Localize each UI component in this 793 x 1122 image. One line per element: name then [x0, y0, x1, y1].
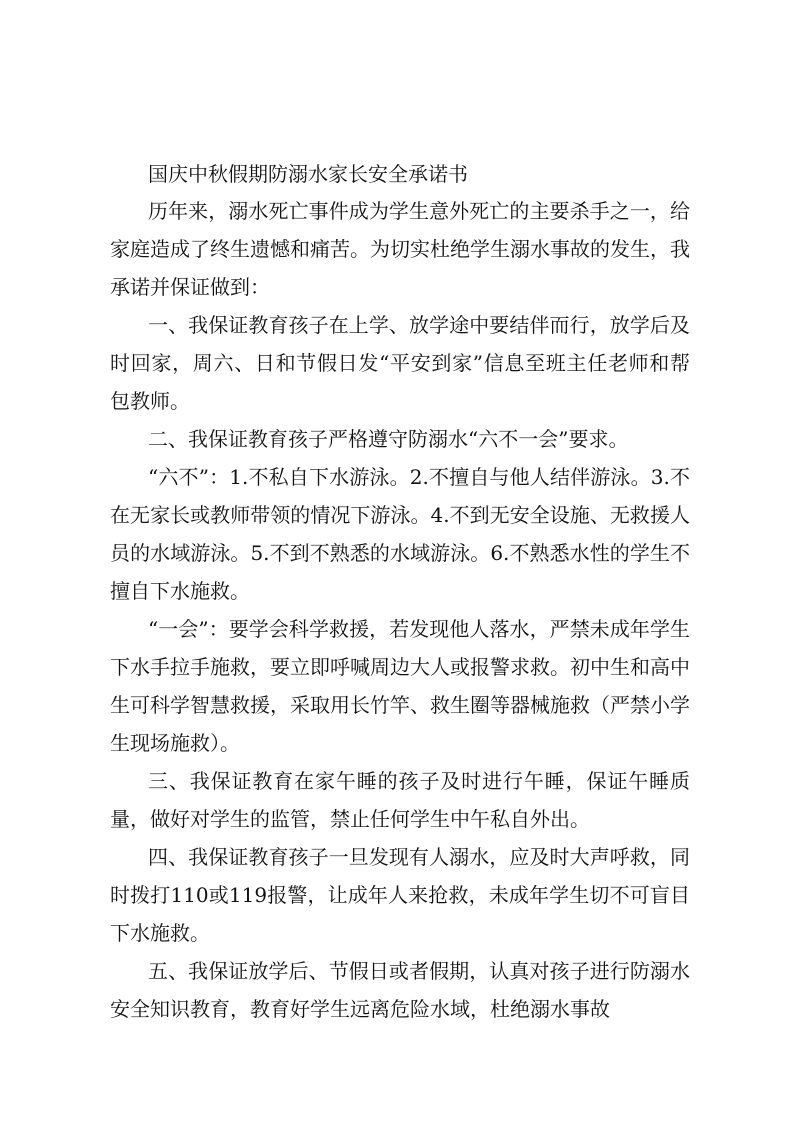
paragraph-intro: 历年来，溺水死亡事件成为学生意外死亡的主要杀手之一，给家庭造成了终生遗憾和痛苦。为切实杜绝学生溺水事故的发生，我承诺并保证做到：: [110, 199, 690, 299]
document-title: 国庆中秋假期防溺水家长安全承诺书: [148, 162, 468, 186]
paragraph-item-1: 一、我保证教育孩子在上学、放学途中要结伴而行，放学后及时回家，周六、日和节假日发“平安到家”信息至班主任老师和帮包教师。: [110, 313, 690, 413]
paragraph-six-nots: “六不”：1.不私自下水游泳。2.不擅自与他人结伴游泳。3.不在无家长或教师带领的情况下游泳。4.不到无安全设施、无救援人员的水域游泳。5.不到不熟悉的水域游泳。6.不熟悉水性的学生不擅自下水施救。: [110, 465, 690, 603]
paragraph-item-2: 二、我保证教育孩子严格遵守防溺水“六不一会”要求。: [148, 427, 629, 451]
paragraph-item-5: 五、我保证放学后、节假日或者假期，认真对孩子进行防溺水安全知识教育，教育好学生远离危险水域，杜绝溺水事故: [110, 959, 690, 1021]
paragraph-one-skill: “一会”：要学会科学救援，若发现他人落水，严禁未成年学生下水手拉手施救，要立即呼喊周边大人或报警求救。初中生和高中生可科学智慧救援，采取用长竹竿、救生圈等器械施救（严禁小学生现场施救）。: [110, 617, 690, 755]
paragraph-item-4: 四、我保证教育孩子一旦发现有人溺水，应及时大声呼救，同时拨打110或119报警，让成年人来抢救，未成年学生切不可盲目下水施救。: [110, 845, 690, 945]
paragraph-item-3: 三、我保证教育在家午睡的孩子及时进行午睡，保证午睡质量，做好对学生的监管，禁止任何学生中午私自外出。: [110, 769, 690, 831]
